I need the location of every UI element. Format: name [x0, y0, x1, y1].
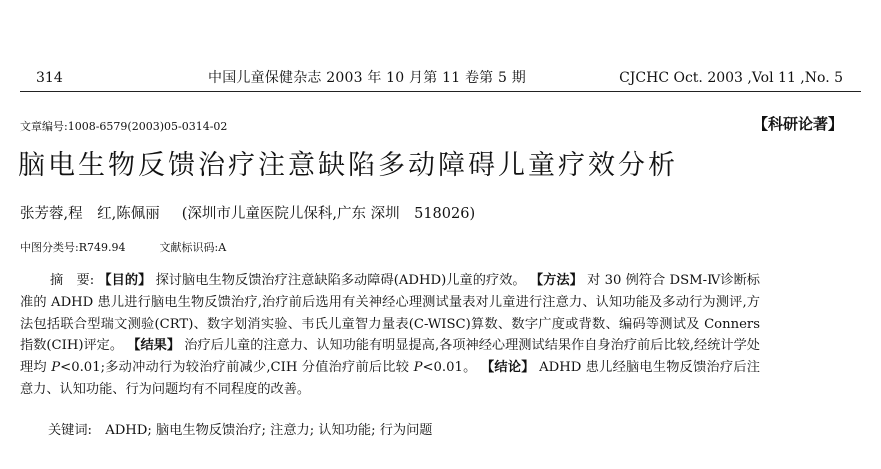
keywords	[48, 419, 432, 438]
result-p-symbol-2: P	[413, 360, 423, 376]
document-code: 文献标识码:A	[159, 241, 227, 254]
running-header	[20, 66, 861, 90]
keywords-text: ADHD; 脑电生物反馈治疗; 注意力; 认知功能; 行为问题	[105, 423, 433, 438]
journal-name-cn: 中国儿童保健杂志 2003 年 10 月第 11 卷第 5 期	[208, 70, 526, 86]
result-text-a: 治疗后儿童的注意力、认知功能有明显提高,各项神经心理测试结果作自身治疗前后比较,经统计学处理均	[20, 338, 760, 376]
objective-text: 探讨脑电生物反馈治疗注意缺陷多动障碍(ADHD)儿童的疗效。	[155, 273, 526, 288]
classification-line	[20, 239, 226, 255]
affiliation: (深圳市儿童医院儿保科,广东 深圳 518026)	[181, 206, 476, 222]
method-text: 对 30 例符合 DSM-Ⅳ诊断标准的 ADHD 患儿进行脑电生物反馈治疗,治疗前后选用有关神经心理测试量表对儿童进行注意力、认知功能及多动行为测评,方法包括联合型瑞文测验(CRT)、数字划消实验、韦氏儿童智力量表(C-WISC)算数、数字广度或背数、编码等测试及 Conners 指数(CIH)评定。	[20, 273, 760, 354]
journal-name-en: CJCHC Oct. 2003 ,Vol 11 ,No. 5	[619, 70, 843, 86]
authors: 张芳蓉,程 红,陈佩丽	[20, 206, 160, 222]
header-rule	[20, 91, 861, 92]
result-text-b: <0.01;多动冲动行为较治疗前减少,CIH 分值治疗前后比较	[60, 360, 410, 376]
result-text-c: <0.01。	[422, 360, 477, 376]
article-category: 【科研论著】	[752, 115, 843, 133]
abstract	[20, 270, 760, 401]
clc-number: 中图分类号:R749.94	[20, 241, 126, 254]
result-label: 【结果】	[127, 338, 181, 354]
conclusion-label: 【结论】	[480, 360, 535, 376]
paper-title: 脑电生物反馈治疗注意缺陷多动障碍儿童疗效分析	[18, 150, 678, 181]
conclusion-text: ADHD 患儿经脑电生物反馈治疗后注意力、认知功能、行为问题均有不同程度的改善。	[20, 360, 760, 397]
page-number: 314	[36, 70, 63, 86]
author-line	[20, 202, 475, 223]
article-number: 文章编号:1008-6579(2003)05-0314-02	[20, 120, 228, 133]
result-p-symbol-1: P	[51, 360, 61, 376]
keywords-label: 关键词:	[48, 423, 93, 438]
abstract-label: 摘 要:	[50, 273, 95, 288]
objective-label: 【目的】	[98, 273, 152, 288]
method-label: 【方法】	[529, 273, 583, 288]
